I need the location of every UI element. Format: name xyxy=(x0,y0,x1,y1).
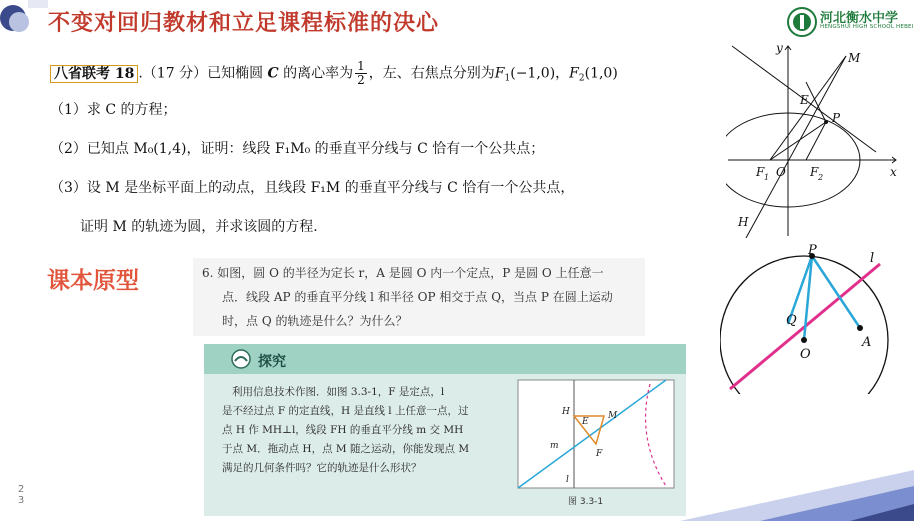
circle-figure xyxy=(720,244,890,394)
exam-tag: 八省联考 18 xyxy=(50,65,138,83)
school-name: 河北衡水中学 xyxy=(820,11,899,26)
svg-text:1: 1 xyxy=(764,173,770,182)
question-1: （1）求 C 的方程； xyxy=(50,102,177,118)
svg-text:2: 2 xyxy=(818,173,824,182)
svg-text:M: M xyxy=(848,51,861,65)
excerpt-line-1: 6. 如图，圆 O 的半径为定长 r，A 是圆 O 内一个定点，P 是圆 O 上任意一 xyxy=(202,266,604,280)
explore-title: 探究 xyxy=(258,354,286,370)
svg-text:l: l xyxy=(566,475,569,485)
question-3-cont: 证明 M 的轨迹为圆，并求该圆的方程. xyxy=(80,219,318,235)
explore-line-5: 满足的几何条件吗？它的轨迹是什么形状？ xyxy=(222,462,422,474)
slide-title: 不变对回归教材和立足课程标准的决心 xyxy=(48,11,440,36)
svg-text:P: P xyxy=(808,244,817,258)
explore-line-4: 于点 M．拖动点 H，点 M 随之运动，你能发现点 M xyxy=(222,443,470,455)
svg-text:F: F xyxy=(810,165,819,179)
svg-text:P: P xyxy=(832,111,841,125)
svg-text:H: H xyxy=(738,215,749,229)
corner-decoration xyxy=(0,0,50,40)
section-heading: 课本原型 xyxy=(47,268,139,294)
svg-text:l: l xyxy=(870,251,875,266)
question-2: （2）已知点 M₀(1,4)，证明：线段 F₁M₀ 的垂直平分线与 C 恰有一个公共点； xyxy=(50,141,545,157)
svg-text:O: O xyxy=(776,165,786,179)
svg-text:m: m xyxy=(550,441,559,451)
svg-text:E: E xyxy=(582,417,589,427)
excerpt-line-3: 时，点 Q 的轨迹是什么？为什么？ xyxy=(222,314,408,328)
svg-text:A: A xyxy=(862,335,872,350)
svg-text:E: E xyxy=(800,93,809,107)
explore-icon xyxy=(230,349,252,369)
explore-line-2: 是不经过点 F 的定直线，H 是直线 l 上任意一点，过 xyxy=(222,405,469,417)
school-name-en: HENGSHUI HIGH SCHOOL HEBEI xyxy=(820,24,914,30)
problem-stem: 八省联考 18 .（17 分）已知椭圆 C 的离心率为 $\frac{1}{2}$ ，左、右焦点分别为$F_1(-1,0)$，$F_2(1,0)$ xyxy=(50,60,618,89)
page-number: 2 3 xyxy=(17,484,25,506)
explore-line-1: 利用信息技术作图．如图 3.3-1，F 是定点，l xyxy=(232,386,445,398)
fraction: $\frac{1}{2}$ xyxy=(357,59,365,87)
svg-text:O: O xyxy=(800,347,811,362)
ellipse-figure xyxy=(726,42,902,238)
svg-text:图 3.3-1: 图 3.3-1 xyxy=(568,497,604,507)
bottom-decoration xyxy=(560,470,914,521)
question-3: （3）设 M 是坐标平面上的动点，且线段 F₁M 的垂直平分线与 C 恰有一个公共点， xyxy=(50,180,575,196)
svg-text:y: y xyxy=(776,42,783,55)
svg-text:F: F xyxy=(756,165,765,179)
svg-text:Q: Q xyxy=(786,313,797,328)
svg-text:x: x xyxy=(890,165,897,179)
svg-text:M: M xyxy=(608,411,618,421)
svg-text:H: H xyxy=(562,407,570,417)
excerpt-line-2: 点．线段 AP 的垂直平分线 l 和半径 OP 相交于点 Q，当点 P 在圆上运动 xyxy=(222,290,613,304)
svg-text:F: F xyxy=(596,449,603,459)
explore-line-3: 点 H 作 MH⊥l，线段 FH 的垂直平分线 m 交 MH xyxy=(222,424,464,436)
